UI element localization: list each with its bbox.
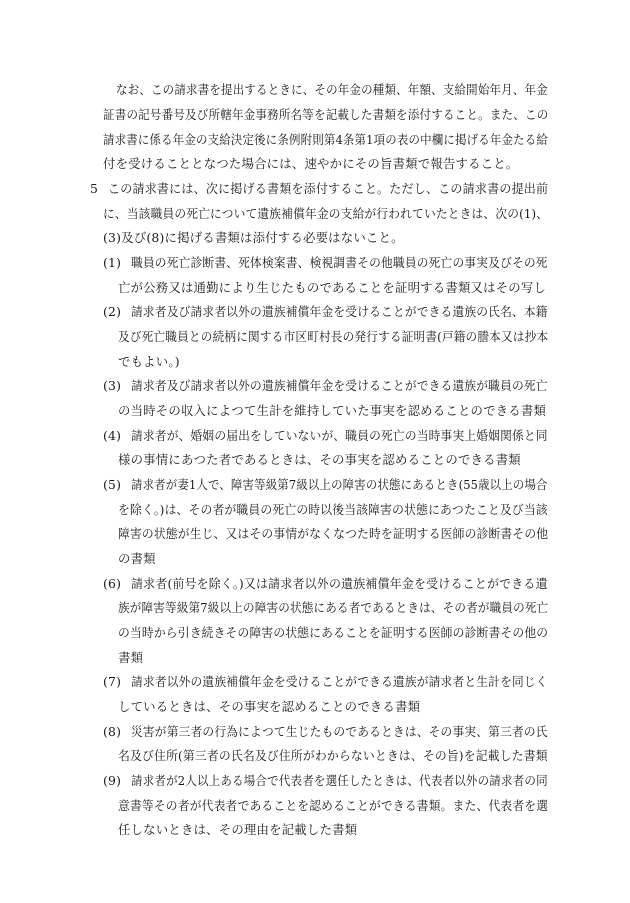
item-line: を除く。)は、その者が職員の死亡の時以後当該障害の状態にあつたこと及び当該 <box>118 502 548 517</box>
item-line: 及び死亡職員との続柄に関する市区町村長の発行する証明書(戸籍の謄本又は抄本 <box>118 329 549 344</box>
item-number: (4) <box>103 428 122 443</box>
item-line: 請求者以外の遺族補償年金を受けることができる遺族が請求者と生計を同じく <box>131 674 548 689</box>
item-line: 様の事情にあつた者であるときは、その事実を認めることのできる書類 <box>118 452 521 467</box>
intro-line: 付を受けることとなつた場合には、速やかにその旨書類で報告すること。 <box>103 156 519 171</box>
item-line: の当時その収入によつて生計を維持していた事実を認めることのできる書類 <box>118 403 547 418</box>
section-number: 5 <box>90 181 99 196</box>
intro-line: なお、この請求書を提出するときに、その年金の種類、年額、支給開始年月、年金 <box>116 82 548 97</box>
item-line: でもよい。) <box>118 354 180 369</box>
item-line: 請求者及び請求者以外の遺族補償年金を受けることができる遺族が職員の死亡 <box>131 378 548 393</box>
item-line: 請求者及び請求者以外の遺族補償年金を受けることができる遺族の氏名、本籍 <box>131 304 548 319</box>
item-line: 族が障害等級第7級以上の障害の状態にある者であるときは、その者が職員の死亡 <box>118 600 549 615</box>
item-number: (9) <box>103 773 122 788</box>
item-number: (1) <box>103 255 122 270</box>
item-line: 請求者(前号を除く。)又は請求者以外の遺族補償年金を受けることができる遺 <box>131 576 548 591</box>
item-line: 請求者が、婚姻の届出をしていないが、職員の死亡の当時事実上婚姻関係と同 <box>131 428 548 443</box>
item-line: 請求者が2人以上ある場合で代表者を選任したときは、代表者以外の請求者の同 <box>131 773 548 788</box>
item-number: (7) <box>103 674 122 689</box>
item-line: 亡が公務又は通勤により生じたものであることを証明する書類又はその写し <box>118 280 547 295</box>
item-number: (2) <box>103 304 122 319</box>
section-line: に、当該職員の死亡について遺族補償年金の支給が行われていたときは、次の(1)、 <box>103 206 549 221</box>
item-line: 職員の死亡診断書、死体検案書、検視調書その他職員の死亡の事実及びその死 <box>131 255 548 270</box>
item-line: 書類 <box>118 650 144 665</box>
item-line: 災害が第三者の行為によつて生じたものであるときは、その事実、第三者の氏 <box>131 724 548 739</box>
item-line: の当時から引き続きその障害の状態にあることを証明する医師の診断書その他の <box>118 625 549 640</box>
item-line: 意書等その者が代表者であることを認めることができる書類。また、代表者を選 <box>118 798 549 813</box>
item-number: (8) <box>103 724 122 739</box>
item-number: (3) <box>103 378 122 393</box>
item-line: 請求者が妻1人で、障害等級第7級以上の障害の状態にあるとき(55歳以上の場合 <box>131 477 548 492</box>
item-number: (6) <box>103 576 122 591</box>
item-line: しているときは、その事実を認めることのできる書類 <box>118 699 421 714</box>
item-line: 名及び住所(第三者の氏名及び住所がわからないときは、その旨)を記載した書類 <box>118 748 548 763</box>
item-line: 障害の状態が生じ、又はその事情がなくなつた時を証明する医師の診断書その他 <box>118 526 549 541</box>
intro-line: 請求書に係る年金の支給決定後に条例附則第4条第1項の表の中欄に掲げる年金たる給 <box>103 132 549 147</box>
intro-line: 証書の記号番号及び所轄年金事務所名等を記載した書類を添付すること。また、この <box>103 107 549 122</box>
section-line: この請求書には、次に掲げる書類を添付すること。ただし、この請求書の提出前 <box>108 181 549 196</box>
item-number: (5) <box>103 477 122 492</box>
item-line: 任しないときは、その理由を記載した書類 <box>118 822 358 837</box>
section-line: (3)及び(8)に掲げる書類は添付する必要はないこと。 <box>103 230 404 245</box>
item-line: の書類 <box>118 551 156 566</box>
